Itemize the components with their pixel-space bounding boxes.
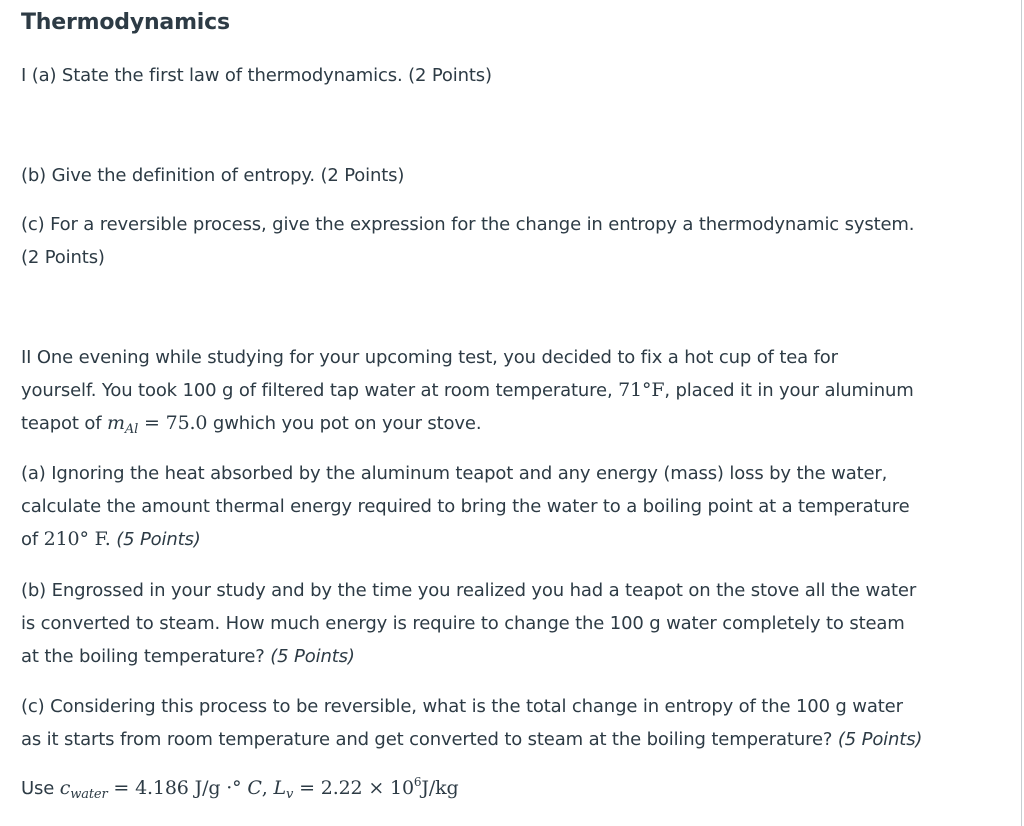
question-1b: (b) Give the definition of entropy. (2 Points) (21, 165, 405, 186)
specific-heat-value: = 4.186 J/g ·° (107, 777, 242, 799)
specific-heat-symbol: c (59, 777, 71, 799)
question-2c: (c) Considering this process to be reversible, what is the total change in entropy of the 100 g water as it starts from room temperature and get converted to steam at the boiling temperature? (5 Points) (21, 696, 923, 750)
question-2a: (a) Ignoring the heat absorbed by the aluminum teapot and any energy (mass) loss by the water, calculate the amount thermal energy required to bring the water to a boiling point at a temperature of 210° F. (5 Points) (21, 463, 910, 550)
latent-heat-symbol: L (273, 777, 286, 799)
question-2b: (b) Engrossed in your study and by the time you realized you had a teapot on the stove all the water is converted to steam. How much energy is require to change the 100 g water completely to steam at the boiling temperature? (5 Points) (21, 580, 917, 667)
question-1a: I (a) State the first law of thermodynamics. (2 Points) (21, 65, 492, 86)
latent-heat-value: = 2.22 × 10 (293, 777, 414, 799)
right-border (1021, 0, 1022, 826)
page-title: Thermodynamics (21, 10, 230, 35)
points-label: (5 Points) (110, 529, 201, 550)
question-2-intro: II One evening while studying for your upcoming test, you decided to fix a hot cup of tea for yourself. You took 100 g of filtered tap water at room temperature, 71°F, placed it in your aluminum teapot of $m_{Al} = 75.0$ gwhich you pot on your stove. (21, 347, 914, 437)
constants-line: Use $c_{water} = 4.186$ J/g ·° C, $L_v = 2.22 \times 10^6J/kg$ (21, 775, 459, 802)
points-label: (5 Points) (264, 646, 355, 667)
boiling-temperature-value: 210° F (43, 528, 105, 550)
question-1c: (c) For a reversible process, give the expression for the change in entropy a thermodynamic system. (2 Points) (21, 214, 915, 268)
mass-symbol: m (106, 412, 125, 434)
mass-value: = 75.0 (138, 412, 208, 434)
points-label: (5 Points) (832, 729, 923, 750)
room-temperature-value: 71°F (618, 379, 665, 401)
